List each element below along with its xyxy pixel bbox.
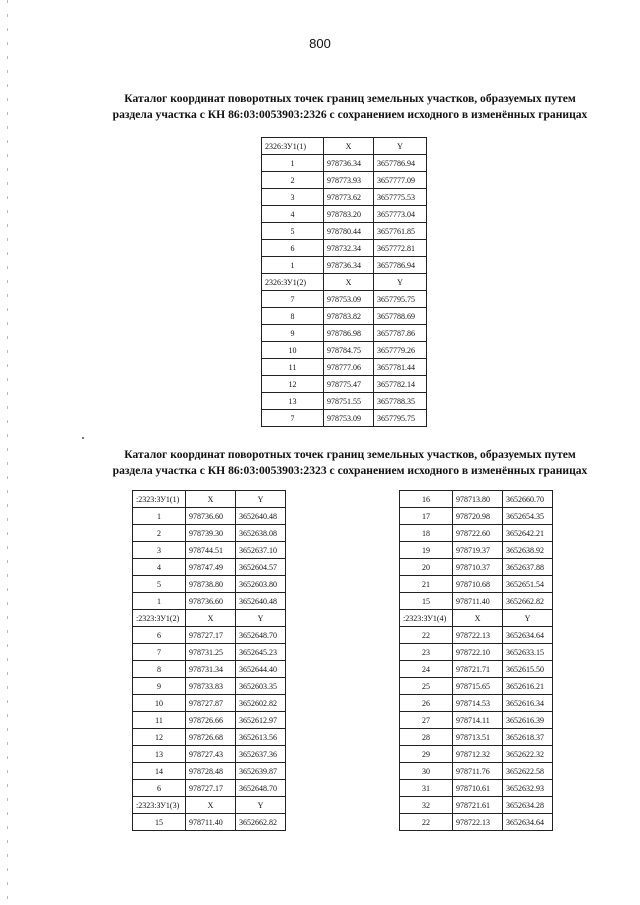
- x-coordinate-cell: 978726.66: [186, 712, 236, 729]
- y-coordinate-cell: 3652613.56: [236, 729, 286, 746]
- point-number-cell: 5: [262, 223, 324, 240]
- page-number: 800: [309, 36, 331, 51]
- y-coordinate-cell: 3657782.14: [374, 376, 427, 393]
- point-number-cell: 22: [400, 814, 453, 831]
- scan-speck: [82, 437, 84, 439]
- x-header-cell: X: [324, 138, 374, 155]
- x-coordinate-cell: 978711.40: [186, 814, 236, 831]
- table-row: [133, 576, 286, 593]
- x-coordinate-cell: 978719.37: [453, 542, 503, 559]
- table-row: [133, 746, 286, 763]
- y-coordinate-cell: 3657788.69: [374, 308, 427, 325]
- table-row: [400, 729, 553, 746]
- section-header-row: [133, 797, 286, 814]
- y-coordinate-cell: 3652632.93: [503, 780, 553, 797]
- table-row: [400, 763, 553, 780]
- y-coordinate-cell: 3652651.54: [503, 576, 553, 593]
- point-number-cell: 13: [133, 746, 186, 763]
- x-coordinate-cell: 978753.09: [324, 291, 374, 308]
- table-row: [400, 542, 553, 559]
- x-coordinate-cell: 978731.25: [186, 644, 236, 661]
- point-number-cell: 8: [262, 308, 324, 325]
- point-number-cell: 18: [400, 525, 453, 542]
- x-coordinate-cell: 978726.68: [186, 729, 236, 746]
- x-header-cell: X: [324, 274, 374, 291]
- y-coordinate-cell: 3652648.70: [236, 780, 286, 797]
- point-number-cell: 2: [262, 172, 324, 189]
- table-row: [262, 393, 427, 410]
- table-row: [262, 325, 427, 342]
- x-coordinate-cell: 978736.34: [324, 155, 374, 172]
- point-number-cell: 7: [133, 644, 186, 661]
- x-coordinate-cell: 978727.43: [186, 746, 236, 763]
- table-row: [400, 491, 553, 508]
- section-header-row: [400, 610, 553, 627]
- y-coordinate-cell: 3657779.26: [374, 342, 427, 359]
- x-coordinate-cell: 978727.17: [186, 780, 236, 797]
- point-number-cell: 21: [400, 576, 453, 593]
- table-row: [400, 593, 553, 610]
- y-coordinate-cell: 3652640.48: [236, 593, 286, 610]
- y-coordinate-cell: 3652640.48: [236, 508, 286, 525]
- section-header-row: [262, 138, 427, 155]
- point-number-cell: 13: [262, 393, 324, 410]
- y-coordinate-cell: 3652637.88: [503, 559, 553, 576]
- x-coordinate-cell: 978711.76: [453, 763, 503, 780]
- x-coordinate-cell: 978722.13: [453, 627, 503, 644]
- y-header-cell: Y: [374, 274, 427, 291]
- x-coordinate-cell: 978713.80: [453, 491, 503, 508]
- y-coordinate-cell: 3652634.28: [503, 797, 553, 814]
- point-number-cell: 4: [262, 206, 324, 223]
- table-row: [262, 342, 427, 359]
- table-row: [400, 661, 553, 678]
- x-coordinate-cell: 978753.09: [324, 410, 374, 427]
- point-number-cell: 6: [133, 627, 186, 644]
- y-coordinate-cell: 3652639.87: [236, 763, 286, 780]
- x-coordinate-cell: 978732.34: [324, 240, 374, 257]
- y-coordinate-cell: 3657761.85: [374, 223, 427, 240]
- y-coordinate-cell: 3652615.50: [503, 661, 553, 678]
- table-row: [262, 172, 427, 189]
- y-coordinate-cell: 3657795.75: [374, 291, 427, 308]
- table-row: [262, 257, 427, 274]
- point-number-cell: 32: [400, 797, 453, 814]
- table-row: [133, 508, 286, 525]
- point-number-cell: 28: [400, 729, 453, 746]
- table-row: [262, 410, 427, 427]
- parcel-label-cell: :2323:ЗУ1(3): [133, 797, 186, 814]
- x-coordinate-cell: 978736.60: [186, 593, 236, 610]
- y-coordinate-cell: 3652634.64: [503, 814, 553, 831]
- catalog-1-heading-line1: Каталог координат поворотных точек границ земельных участков, образуемых путем: [124, 92, 576, 105]
- x-coordinate-cell: 978786.98: [324, 325, 374, 342]
- table-row: [400, 695, 553, 712]
- catalog-2-left-table: [132, 490, 286, 831]
- y-coordinate-cell: 3652633.15: [503, 644, 553, 661]
- point-number-cell: 1: [262, 155, 324, 172]
- y-header-cell: Y: [503, 610, 553, 627]
- x-coordinate-cell: 978710.61: [453, 780, 503, 797]
- y-coordinate-cell: 3652660.70: [503, 491, 553, 508]
- y-coordinate-cell: 3652638.08: [236, 525, 286, 542]
- y-header-cell: Y: [236, 797, 286, 814]
- y-coordinate-cell: 3652622.32: [503, 746, 553, 763]
- point-number-cell: 12: [262, 376, 324, 393]
- y-coordinate-cell: 3652618.37: [503, 729, 553, 746]
- table-row: [262, 308, 427, 325]
- table-row: [133, 593, 286, 610]
- x-coordinate-cell: 978731.34: [186, 661, 236, 678]
- table-row: [133, 525, 286, 542]
- x-coordinate-cell: 978744.51: [186, 542, 236, 559]
- x-coordinate-cell: 978715.65: [453, 678, 503, 695]
- x-coordinate-cell: 978714.53: [453, 695, 503, 712]
- y-coordinate-cell: 3657795.75: [374, 410, 427, 427]
- table-row: [400, 780, 553, 797]
- x-coordinate-cell: 978783.20: [324, 206, 374, 223]
- x-coordinate-cell: 978712.32: [453, 746, 503, 763]
- y-coordinate-cell: 3652654.35: [503, 508, 553, 525]
- y-coordinate-cell: 3652616.21: [503, 678, 553, 695]
- point-number-cell: 16: [400, 491, 453, 508]
- x-header-cell: X: [186, 491, 236, 508]
- x-coordinate-cell: 978747.49: [186, 559, 236, 576]
- point-number-cell: 10: [133, 695, 186, 712]
- x-coordinate-cell: 978727.17: [186, 627, 236, 644]
- y-coordinate-cell: 3652637.36: [236, 746, 286, 763]
- table-row: [262, 291, 427, 308]
- y-coordinate-cell: 3652616.34: [503, 695, 553, 712]
- section-header-row: [262, 274, 427, 291]
- point-number-cell: 22: [400, 627, 453, 644]
- x-coordinate-cell: 978713.51: [453, 729, 503, 746]
- x-coordinate-cell: 978739.30: [186, 525, 236, 542]
- y-coordinate-cell: 3652648.70: [236, 627, 286, 644]
- y-coordinate-cell: 3652662.82: [503, 593, 553, 610]
- point-number-cell: 4: [133, 559, 186, 576]
- y-coordinate-cell: 3652638.92: [503, 542, 553, 559]
- y-coordinate-cell: 3657788.35: [374, 393, 427, 410]
- section-header-row: [133, 491, 286, 508]
- point-number-cell: 31: [400, 780, 453, 797]
- table-row: [400, 814, 553, 831]
- x-coordinate-cell: 978773.62: [324, 189, 374, 206]
- point-number-cell: 24: [400, 661, 453, 678]
- table-row: [133, 729, 286, 746]
- point-number-cell: 6: [133, 780, 186, 797]
- parcel-label-cell: 2326:ЗУ1(2): [262, 274, 324, 291]
- y-coordinate-cell: 3652604.57: [236, 559, 286, 576]
- table-row: [262, 376, 427, 393]
- y-coordinate-cell: 3657786.94: [374, 257, 427, 274]
- point-number-cell: 23: [400, 644, 453, 661]
- y-coordinate-cell: 3652612.97: [236, 712, 286, 729]
- table-row: [400, 712, 553, 729]
- y-coordinate-cell: 3652603.80: [236, 576, 286, 593]
- table-row: [133, 712, 286, 729]
- point-number-cell: 15: [133, 814, 186, 831]
- y-coordinate-cell: 3657777.09: [374, 172, 427, 189]
- parcel-label-cell: 2326:ЗУ1(1): [262, 138, 324, 155]
- parcel-label-cell: :2323:ЗУ1(4): [400, 610, 453, 627]
- table-row: [400, 746, 553, 763]
- point-number-cell: 2: [133, 525, 186, 542]
- y-coordinate-cell: 3652645.23: [236, 644, 286, 661]
- y-coordinate-cell: 3657786.94: [374, 155, 427, 172]
- x-coordinate-cell: 978780.44: [324, 223, 374, 240]
- point-number-cell: 9: [133, 678, 186, 695]
- x-header-cell: X: [453, 610, 503, 627]
- x-coordinate-cell: 978714.11: [453, 712, 503, 729]
- point-number-cell: 11: [262, 359, 324, 376]
- table-row: [400, 678, 553, 695]
- point-number-cell: 26: [400, 695, 453, 712]
- table-row: [400, 559, 553, 576]
- table-row: [400, 644, 553, 661]
- x-coordinate-cell: 978736.34: [324, 257, 374, 274]
- point-number-cell: 25: [400, 678, 453, 695]
- x-coordinate-cell: 978784.75: [324, 342, 374, 359]
- y-coordinate-cell: 3652616.39: [503, 712, 553, 729]
- point-number-cell: 11: [133, 712, 186, 729]
- x-coordinate-cell: 978710.68: [453, 576, 503, 593]
- table-row: [400, 508, 553, 525]
- x-coordinate-cell: 978721.61: [453, 797, 503, 814]
- point-number-cell: 5: [133, 576, 186, 593]
- x-coordinate-cell: 978751.55: [324, 393, 374, 410]
- catalog-2-heading-line1: Каталог координат поворотных точек границ земельных участков, образуемых путем: [124, 448, 576, 461]
- point-number-cell: 1: [133, 593, 186, 610]
- y-coordinate-cell: 3652662.82: [236, 814, 286, 831]
- y-coordinate-cell: 3652634.64: [503, 627, 553, 644]
- catalog-2-right-table: [399, 490, 553, 831]
- point-number-cell: 17: [400, 508, 453, 525]
- y-coordinate-cell: 3657787.86: [374, 325, 427, 342]
- scan-margin-line: [7, 0, 8, 905]
- x-coordinate-cell: 978722.60: [453, 525, 503, 542]
- point-number-cell: 7: [262, 410, 324, 427]
- table-row: [133, 814, 286, 831]
- y-coordinate-cell: 3652642.21: [503, 525, 553, 542]
- y-coordinate-cell: 3652603.35: [236, 678, 286, 695]
- catalog-2-heading-line2: раздела участка с КН 86:03:0053903:2323 с сохранением исходного в изменённых границах: [112, 464, 588, 477]
- x-coordinate-cell: 978733.83: [186, 678, 236, 695]
- x-coordinate-cell: 978775.47: [324, 376, 374, 393]
- point-number-cell: 29: [400, 746, 453, 763]
- y-coordinate-cell: 3652644.40: [236, 661, 286, 678]
- y-coordinate-cell: 3657775.53: [374, 189, 427, 206]
- x-coordinate-cell: 978728.48: [186, 763, 236, 780]
- table-row: [133, 644, 286, 661]
- point-number-cell: 27: [400, 712, 453, 729]
- table-row: [262, 359, 427, 376]
- table-row: [133, 678, 286, 695]
- table-row: [262, 206, 427, 223]
- table-row: [133, 542, 286, 559]
- point-number-cell: 3: [133, 542, 186, 559]
- y-header-cell: Y: [236, 610, 286, 627]
- x-coordinate-cell: 978738.80: [186, 576, 236, 593]
- table-row: [262, 240, 427, 257]
- y-coordinate-cell: 3657773.04: [374, 206, 427, 223]
- point-number-cell: 1: [262, 257, 324, 274]
- x-coordinate-cell: 978722.10: [453, 644, 503, 661]
- point-number-cell: 6: [262, 240, 324, 257]
- x-coordinate-cell: 978736.60: [186, 508, 236, 525]
- x-header-cell: X: [186, 610, 236, 627]
- point-number-cell: 15: [400, 593, 453, 610]
- point-number-cell: 12: [133, 729, 186, 746]
- point-number-cell: 20: [400, 559, 453, 576]
- y-coordinate-cell: 3657781.44: [374, 359, 427, 376]
- parcel-label-cell: :2323:ЗУ1(2): [133, 610, 186, 627]
- table-row: [133, 559, 286, 576]
- table-row: [400, 627, 553, 644]
- x-header-cell: X: [186, 797, 236, 814]
- y-coordinate-cell: 3657772.81: [374, 240, 427, 257]
- point-number-cell: 1: [133, 508, 186, 525]
- x-coordinate-cell: 978720.98: [453, 508, 503, 525]
- section-header-row: [133, 610, 286, 627]
- y-coordinate-cell: 3652637.10: [236, 542, 286, 559]
- table-row: [400, 576, 553, 593]
- table-row: [133, 627, 286, 644]
- point-number-cell: 30: [400, 763, 453, 780]
- x-coordinate-cell: 978773.93: [324, 172, 374, 189]
- catalog-1-heading-line2: раздела участка с КН 86:03:0053903:2326 с сохранением исходного в изменённых границах: [112, 108, 588, 121]
- table-row: [133, 780, 286, 797]
- y-header-cell: Y: [374, 138, 427, 155]
- point-number-cell: 19: [400, 542, 453, 559]
- table-row: [400, 797, 553, 814]
- table-row: [400, 525, 553, 542]
- point-number-cell: 3: [262, 189, 324, 206]
- y-coordinate-cell: 3652602.82: [236, 695, 286, 712]
- x-coordinate-cell: 978711.40: [453, 593, 503, 610]
- point-number-cell: 8: [133, 661, 186, 678]
- point-number-cell: 9: [262, 325, 324, 342]
- table-row: [133, 695, 286, 712]
- x-coordinate-cell: 978777.06: [324, 359, 374, 376]
- x-coordinate-cell: 978722.13: [453, 814, 503, 831]
- catalog-1-table: [261, 137, 427, 427]
- table-row: [133, 763, 286, 780]
- x-coordinate-cell: 978727.87: [186, 695, 236, 712]
- point-number-cell: 14: [133, 763, 186, 780]
- y-coordinate-cell: 3652622.58: [503, 763, 553, 780]
- catalog-1-heading: [60, 91, 640, 123]
- point-number-cell: 10: [262, 342, 324, 359]
- table-row: [133, 661, 286, 678]
- table-row: [262, 223, 427, 240]
- x-coordinate-cell: 978710.37: [453, 559, 503, 576]
- x-coordinate-cell: 978721.71: [453, 661, 503, 678]
- y-header-cell: Y: [236, 491, 286, 508]
- table-row: [262, 155, 427, 172]
- point-number-cell: 7: [262, 291, 324, 308]
- table-row: [262, 189, 427, 206]
- catalog-2-heading: [60, 447, 640, 479]
- x-coordinate-cell: 978783.82: [324, 308, 374, 325]
- parcel-label-cell: :2323:ЗУ1(1): [133, 491, 186, 508]
